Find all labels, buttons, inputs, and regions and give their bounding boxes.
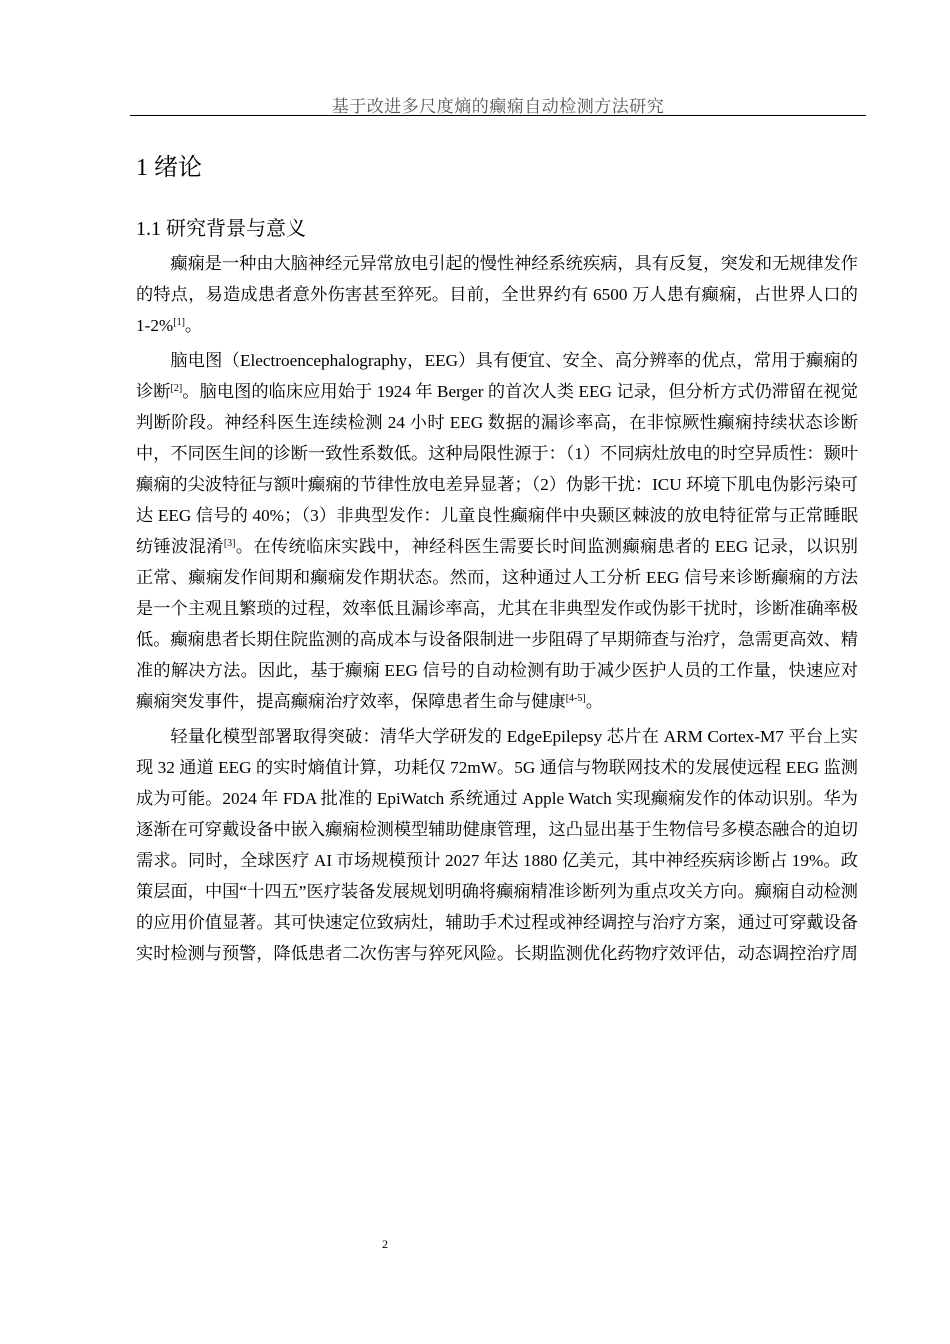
citation: [3] xyxy=(223,538,236,549)
paragraph-text: 。 xyxy=(585,692,603,711)
page-number: 2 xyxy=(382,1237,388,1251)
paragraph-text: 。在传统临床实践中，神经科医生需要长时间监测癫痫患者的 EEG 记录，以识别正常、癫痫发作间期和癫痫发作期状态。然而，这种通过人工分析 EEG 信号来诊断癫痫的方法是一个主观且繁琐的过程，效率低且漏诊率高，尤其在非典型发作或伪影干扰时，诊断准确率极低。癫痫患者长期住院监测的高成本与设备限制进一步阻碍了早期筛查与治疗，急需更高效、精准的解决方法。因此，基于癫痫 EEG 信号的自动检测有助于减少医护人员的工作量，快速应对癫痫突发事件，提高癫痫治疗效率，保障患者生命与健康 xyxy=(136,537,858,711)
paragraph-text: 。脑电图的临床应用始于 1924 年 Berger 的首次人类 EEG 记录，但分析方式仍滞留在视觉判断阶段。神经科医生连续检测 24 小时 EEG 数据的漏诊率高，在非惊厥性癫痫持续状态诊断中，不同医生间的诊断一致性系数低。这种局限性源于：（1）不同病灶放电的时空异质性：颞叶癫痫的尖波特征与额叶癫痫的节律性放电差异显著；（2）伪影干扰：ICU 环境下肌电伪影污染可达 EEG 信号的 40%；（3）非典型发作：儿童良性癫痫伴中央颞区棘波的放电特征常与正常睡眠纺锤波混淆 xyxy=(136,382,858,556)
paragraph-3 xyxy=(136,721,858,969)
running-header: 基于改进多尺度熵的癫痫自动检测方法研究 xyxy=(331,97,665,116)
paragraph-2 xyxy=(136,345,858,717)
paragraph-text: 脑电图（Electroencephalography，EEG）具有便宜、安全、高分辨率的优点，常用于癫痫的诊断 xyxy=(136,351,858,401)
paragraph-text: 。 xyxy=(184,316,203,335)
paragraph-text: 轻量化模型部署取得突破：清华大学研发的 EdgeEpilepsy 芯片在 ARM Cortex-M7 平台上实现 32 通道 EEG 的实时熵值计算，功耗仅 72mW。5G 通信与物联网技术的发展使远程 EEG 监测成为可能。2024 年 FDA 批准的 EpiWatch 系统通过 Apple Watch 实现癫痫发作的体动识别。华为逐渐在可穿戴设备中嵌入癫痫检测模型辅助健康管理，这凸显出基于生物信号多模态融合的迫切需求。同时，全球医疗 AI 市场规模预计 2027 年达 1880 亿美元，其中神经疾病诊断占 19%。政策层面，中国“十四五”医疗装备发展规划明确将癫痫精准诊断列为重点攻关方向。癫痫自动检测的应用价值显著。其可快速定位致病灶，辅助手术过程或神经调控与治疗方案，通过可穿戴设备实时检测与预警，降低患者二次伤害与猝死风险。长期监测优化药物疗效评估，动态调控治疗周 xyxy=(136,727,858,963)
body-text xyxy=(136,248,858,973)
chapter-heading: 1 绪论 xyxy=(136,155,202,181)
paragraph-text: 癫痫是一种由大脑神经元异常放电引起的慢性神经系统疾病，具有反复，突发和无规律发作的特点，易造成患者意外伤害甚至猝死。目前，全世界约有 6500 万人患有癫痫，占世界人口的 1-2% xyxy=(136,254,858,335)
header-divider xyxy=(130,115,866,116)
paragraph-1 xyxy=(136,248,858,341)
citation: [1] xyxy=(173,317,185,328)
section-heading: 1.1 研究背景与意义 xyxy=(136,218,306,240)
citation: [4-5] xyxy=(565,693,586,704)
citation: [2] xyxy=(170,383,183,394)
